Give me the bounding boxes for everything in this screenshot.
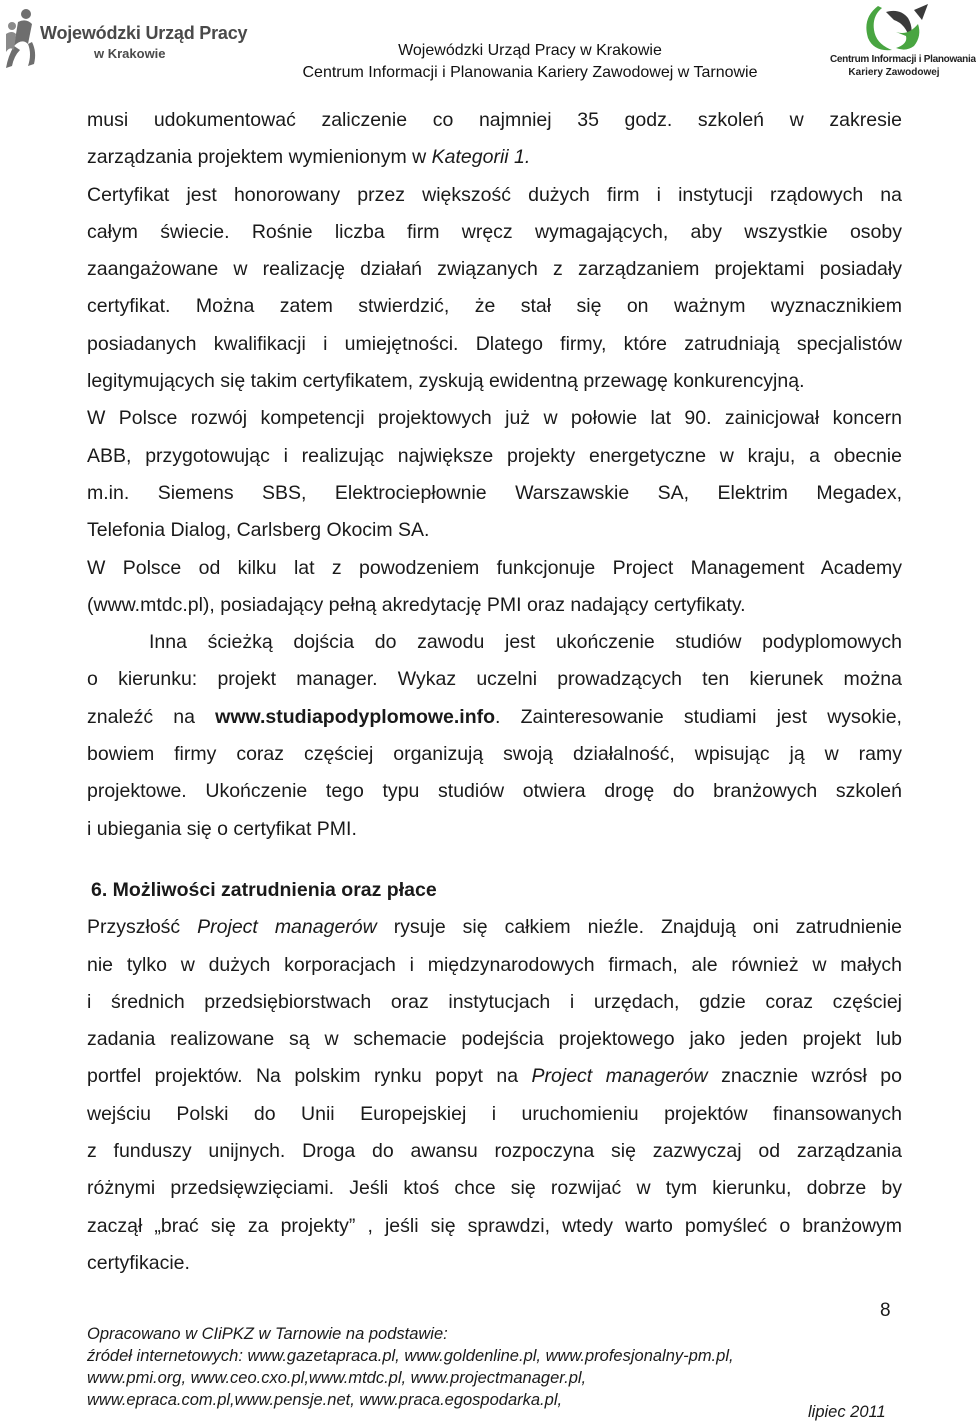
page-header <box>0 0 976 88</box>
logo-right-line-1: Centrum Informacji i Planowania <box>830 54 976 65</box>
footer-line: www.epraca.com.pl,www.pensje.net, www.praca.egospodarka.pl, <box>87 1391 563 1409</box>
studia-link[interactable]: www.studiapodyplomowe.info <box>215 705 496 728</box>
body-line: certyfikat. Można zatem stwierdzić, że stał się on ważnym wyznacznikiem <box>87 295 902 318</box>
logo-left-subtitle: w Krakowie <box>94 46 166 61</box>
body-line: bowiem firmy coraz częściej organizują swoją działalność, wpisując ją w ramy <box>87 743 902 766</box>
body-text: znacznie wzrósł po <box>707 1065 902 1088</box>
body-text: Przyszłość <box>87 916 198 939</box>
body-line: W Polsce rozwój kompetencji projektowych już w połowie lat 90. zainicjował koncern <box>87 407 902 430</box>
body-line: nie tylko w dużych korporacjach i międzynarodowych firmach, ale również w małych <box>87 953 902 976</box>
body-line: różnymi przedsięwzięciami. Jeśli ktoś chce się rozwijać w tym kierunku, dobrze by <box>87 1177 902 1200</box>
body-line <box>87 139 902 176</box>
header-institution <box>300 40 760 84</box>
body-line <box>87 1058 902 1095</box>
header-line-1: Wojewódzki Urząd Pracy w Krakowie <box>398 42 662 59</box>
body-line: certyfikacie. <box>87 1251 190 1274</box>
body-line: zaczął „brać się za projekty” , jeśli się sprawdzi, wtedy warto pomyśleć o branżowym <box>87 1214 902 1237</box>
footer-line: źródeł internetowych: www.gazetapraca.pl, www.goldenline.pl, www.profesjonalny-pm.pl, <box>87 1347 734 1365</box>
body-text: znaleźć na <box>87 705 216 728</box>
body-line: zaangażowane w realizację działań związanych z zarządzaniem projektami posiadały <box>87 258 902 281</box>
ciipkz-swirl-icon <box>856 2 932 54</box>
header-line-2: Centrum Informacji i Planowania Kariery Zawodowej w Tarnowie <box>302 64 758 81</box>
logo-right-line-2: Kariery Zawodowej <box>848 67 940 78</box>
body-line: musi udokumentować zaliczenie co najmniej 35 godz. szkoleń w zakresie <box>87 109 902 131</box>
body-line: zadania realizowane są w schemacie podejścia projektowego jako jeden projekt lub <box>87 1028 902 1051</box>
emphasis: Project managerów <box>531 1065 708 1088</box>
page-footer <box>87 1323 902 1411</box>
section-heading: 6. Możliwości zatrudnienia oraz płace <box>91 878 437 901</box>
footer-line: Opracowano w CIiPKZ w Tarnowie na podstawie: <box>87 1325 448 1343</box>
body-line <box>87 909 902 946</box>
body-line: Telefonia Dialog, Carlsberg Okocim SA. <box>87 519 430 542</box>
body-line: W Polsce od kilku lat z powodzeniem funkcjonuje Project Management Academy <box>87 556 902 579</box>
footer-date: lipiec 2011 <box>808 1403 886 1421</box>
body-text: rysuje się całkiem nieźle. Znajdują oni zatrudnienie <box>376 916 902 939</box>
body-text: zarządzania projektem wymienionym w <box>87 146 432 169</box>
body-line: ABB, przygotowując i realizując największe projekty energetyczne w kraju, a obecnie <box>87 444 902 467</box>
body-line: m.in. Siemens SBS, Elektrociepłownie Warszawskie SA, Elektrim Megadex, <box>87 481 902 504</box>
body-line: (www.mtdc.pl), posiadający pełną akredytację PMI oraz nadający certyfikaty. <box>87 593 746 616</box>
body-line: projektowe. Ukończenie tego typu studiów otwiera drogę do branżowych szkoleń <box>87 780 902 803</box>
emphasis: Project managerów <box>197 916 377 939</box>
logo-left-title: Wojewódzki Urząd Pracy <box>40 23 248 43</box>
footer-line: www.pmi.org, www.ceo.cxo.pl,www.mtdc.pl, www.projectmanager.pl, <box>87 1369 587 1387</box>
spacer <box>87 848 902 872</box>
category-reference: Kategorii 1. <box>431 146 531 169</box>
body-line: o kierunku: projekt manager. Wykaz uczelni prowadzących ten kierunek można <box>87 668 902 691</box>
body-line: i ubiegania się o certyfikat PMI. <box>87 817 357 840</box>
body-line: posiadanych kwalifikacji i umiejętności. Dlatego firmy, które zatrudniają specjalistów <box>87 332 902 355</box>
wup-logo <box>4 4 248 82</box>
body-line: i średnich przedsiębiorstwach oraz instytucjach i urzędach, gdzie coraz częściej <box>87 990 902 1013</box>
body-line <box>87 699 902 736</box>
body-line: Inna ścieżką dojścia do zawodu jest ukończenie studiów podyplomowych <box>149 631 902 654</box>
document-body <box>87 102 902 1282</box>
body-line: całym świecie. Rośnie liczba firm wręcz wymagających, aby wszystkie osoby <box>87 220 902 243</box>
body-text: portfel projektów. Na polskim rynku popyt na <box>87 1065 532 1088</box>
wup-figures-icon <box>4 4 44 74</box>
body-line: z funduszy unijnych. Droga do awansu rozpoczyna się zazwyczaj od zarządzania <box>87 1140 902 1163</box>
body-line: wejściu Polski do Unii Europejskiej i uruchomieniu projektów finansowanych <box>87 1102 902 1125</box>
body-line: Certyfikat jest honorowany przez większość dużych firm i instytucji rządowych na <box>87 183 902 206</box>
ciipkz-logo <box>830 0 976 88</box>
page-number: 8 <box>880 1300 891 1321</box>
body-line: legitymujących się takim certyfikatem, zyskują ewidentną przewagę konkurencyjną. <box>87 370 805 393</box>
body-text: . Zainteresowanie studiami jest wysokie, <box>495 705 902 728</box>
